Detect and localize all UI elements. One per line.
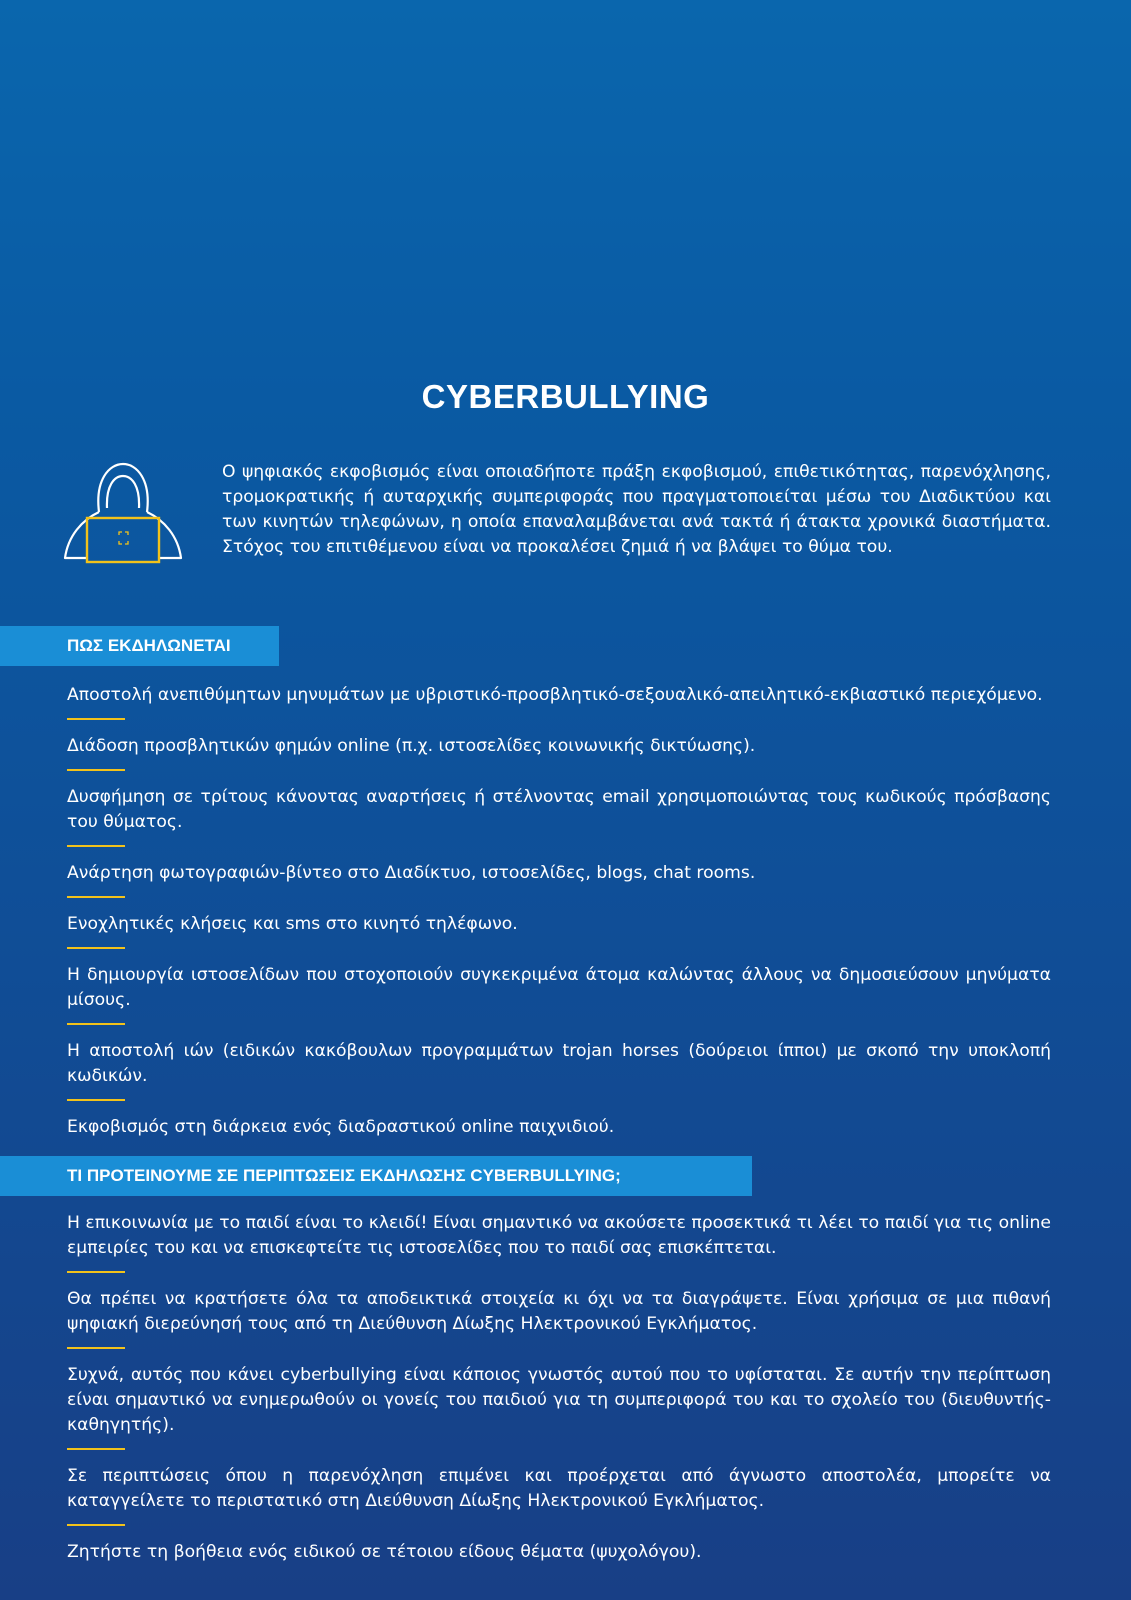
section-header-how: ΠΩΣ ΕΚΔΗΛΩΝΕΤΑΙ [0,626,279,666]
list-item [67,1540,1051,1565]
divider [67,896,125,898]
list-item-text: Ενοχλητικές κλήσεις και sms στο κινητό τηλέφωνο. [67,914,518,934]
divider [67,1023,125,1025]
divider [67,1448,125,1450]
list-item [67,912,1051,949]
list-item [67,683,1051,720]
section-header-suggestions: ΤΙ ΠΡΟΤΕΙΝΟΥΜΕ ΣΕ ΠΕΡΙΠΤΩΣΕΙΣ ΕΚΔΗΛΩΣΗΣ CYBERBULLYING; [0,1156,752,1196]
divider [67,1347,125,1349]
list-item [67,963,1051,1025]
hooded-hacker-laptop-icon [62,462,184,578]
list-item [67,785,1051,847]
divider [67,1271,125,1273]
list-item [67,1039,1051,1101]
divider [67,769,125,771]
list-item-text: Θα πρέπει να κρατήσετε όλα τα αποδεικτικά στοιχεία κι όχι να τα διαγράψετε. Είναι χρήσιμα σε μια πιθανή ψηφιακή διερεύνησή τους από τη Διεύθυνση Δίωξης Ηλεκτρονικού Εγκλήματος. [67,1289,1051,1334]
list-item [67,1464,1051,1526]
list-item-text: Η επικοινωνία με το παιδί είναι το κλειδί! Είναι σημαντικό να ακούσετε προσεκτικά τι λέει το παιδί για τις online εμπειρίες του και να επισκεφτείτε τις ιστοσελίδες που το παιδί σας επισκέπτεται. [67,1213,1051,1258]
list-item-text: Συχνά, αυτός που κάνει cyberbullying είναι κάποιος γνωστός αυτού που το υφίσταται. Σε αυτήν την περίπτωση είναι σημαντικό να ενημερωθούν οι γονείς του παιδιού για τη συμπεριφορά του και το σχολείο του (διευθυντής-καθηγητής). [67,1365,1051,1435]
divider [67,845,125,847]
suggestions-list [67,1211,1051,1565]
divider [67,1099,125,1101]
list-item [67,1363,1051,1450]
divider [67,718,125,720]
divider [67,947,125,949]
list-item-text: Η αποστολή ιών (ειδικών κακόβουλων προγραμμάτων trojan horses (δούρειοι ίπποι) με σκοπό την υποκλοπή κωδικών. [67,1041,1051,1086]
list-item [67,734,1051,771]
intro-paragraph: Ο ψηφιακός εκφοβισμός είναι οποιαδήποτε πράξη εκφοβισμού, επιθετικότητας, παρενόχλησης, τρομοκρατικής ή αυταρχικής συμπεριφοράς που πραγματοποιείται μέσω του Διαδικτύου και των κινητών τηλεφώνων, η οποία επαναλαμβάνεται ανά τακτά ή άτακτα χρονικά διαστήματα. Στόχος του επιτιθέμενου είναι να προκαλέσει ζημιά ή να βλάψει το θύμα του. [222,462,1051,557]
divider [67,1524,125,1526]
list-item [67,1287,1051,1349]
list-item-text: Δυσφήμηση σε τρίτους κάνοντας αναρτήσεις ή στέλνοντας email χρησιμοποιώντας τους κωδικούς πρόσβασης του θύματος. [67,787,1051,832]
page-title: CYBERBULLYING [421,378,710,415]
list-item-text: Ζητήστε τη βοήθεια ενός ειδικού σε τέτοιου είδους θέματα (ψυχολόγου). [67,1542,702,1562]
list-item-text: Εκφοβισμός στη διάρκεια ενός διαδραστικού online παιχνιδιού. [67,1117,615,1137]
list-item-text: Η δημιουργία ιστοσελίδων που στοχοποιούν συγκεκριμένα άτομα καλώντας άλλους να δημοσιεύσουν μηνύματα μίσους. [67,965,1051,1010]
list-item-text: Διάδοση προσβλητικών φημών online (π.χ. ιστοσελίδες κοινωνικής δικτύωσης). [67,736,756,756]
list-item [67,1115,1051,1140]
list-item [67,1211,1051,1273]
how-list [67,683,1051,1140]
list-item [67,861,1051,898]
list-item-text: Αποστολή ανεπιθύμητων μηνυμάτων με υβριστικό-προσβλητικό-σεξουαλικό-απειλητικό-εκβιαστικό περιεχόμενο. [67,685,1043,705]
list-item-text: Σε περιπτώσεις όπου η παρενόχληση επιμένει και προέρχεται από άγνωστο αποστολέα, μπορείτε να καταγγείλετε το περιστατικό στη Διεύθυνση Δίωξης Ηλεκτρονικού Εγκλήματος. [67,1466,1051,1511]
list-item-text: Ανάρτηση φωτογραφιών-βίντεο στο Διαδίκτυο, ιστοσελίδες, blogs, chat rooms. [67,863,756,883]
